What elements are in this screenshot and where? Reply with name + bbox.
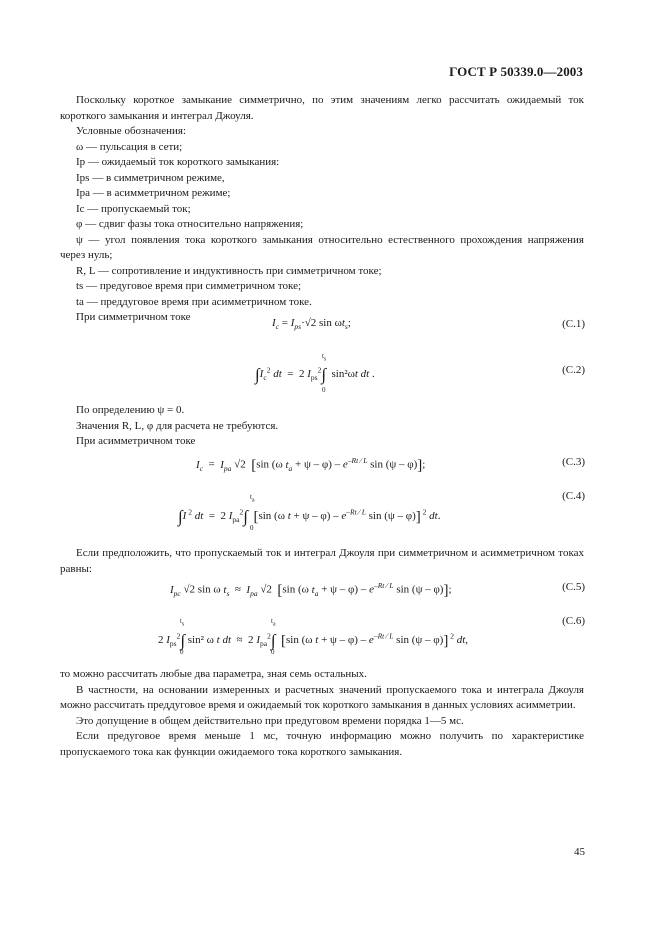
notation-item: Ic — пропускаемый ток; xyxy=(76,202,191,215)
mid-block xyxy=(60,403,584,450)
limit-upper: $t_s$ xyxy=(180,617,185,628)
limit-upper: $t_s$ xyxy=(322,352,327,363)
suppose-block xyxy=(60,546,584,577)
notation-item: Ipa — в асимметричном режиме; xyxy=(76,187,231,199)
closing-paragraph: Если предуговое время меньше 1 мс, точную информацию можно получить по характеристике пропускаемого тока как функции ожидаемого тока короткого замыкания. xyxy=(60,730,584,758)
formula-label-c4: (С.4) xyxy=(562,490,585,502)
notation-item: ψ — угол появления тока короткого замыкания относительно естественного прохождения напряжения через нуль; xyxy=(60,233,584,261)
limit-upper: $t_a$ xyxy=(250,493,255,504)
closing-paragraph: Это допущение в общем действительно при предуговом времени порядка 1—5 мс. xyxy=(76,714,464,727)
sym-heading: При симметричном токе xyxy=(76,311,191,323)
notation-item: R, L — сопротивление и индуктивность при симметричном токе; xyxy=(76,264,382,277)
notation-item: φ — сдвиг фазы тока относительно напряжения; xyxy=(76,218,304,230)
formula-label-c3: (С.3) xyxy=(562,456,585,468)
limit-lower: 0 xyxy=(322,386,326,394)
values-not-required: Значения R, L, φ для расчета не требуются. xyxy=(76,419,279,432)
intro-paragraph: Поскольку короткое замыкание симметрично, по этим значениям легко рассчитать ожидаемый ток короткого замыкания и интеграл Джоуля. xyxy=(60,94,584,122)
formula-label-c2: (С.2) xyxy=(562,364,585,376)
limit-upper: $t_a$ xyxy=(271,617,276,628)
formula-label-c6: (С.6) xyxy=(562,615,585,627)
formula-c5: $I_{pc}$ √2 sin ω $t_s \approx I_{pa}$ √2 [sin (ω $t_a + \psi - \varphi) - e^{-Rt ⁄ L}$ sin (ψ – φ)]; xyxy=(170,581,452,599)
by-definition: По определению ψ = 0. xyxy=(76,404,185,416)
formula-label-c5: (С.5) xyxy=(562,581,585,593)
limit-lower: 0 xyxy=(271,648,275,656)
notation-item: Ips — в симметричном режиме, xyxy=(76,171,225,184)
closing-block xyxy=(60,667,584,760)
suppose-paragraph: Если предположить, что пропускаемый ток и интеграл Джоуля при симметричном и асимметричном токах равны: xyxy=(60,547,584,575)
notation-item: ω — пульсация в сети; xyxy=(76,140,183,153)
intro-block xyxy=(60,93,584,326)
limit-lower: 0 xyxy=(180,648,184,656)
legend-title: Условные обозначения: xyxy=(76,125,187,137)
formula-c4: ∫I $^2$ dt = 2 $I_{pa}^2\int$ [sin (ω $t + \psi - \varphi) - e^{-Rt ⁄ L}$ sin (ψ – φ)] $^2$ dt. xyxy=(178,507,441,526)
page-number: 45 xyxy=(574,846,585,858)
limit-lower: 0 xyxy=(250,524,254,532)
formula-c2: $\int I_c^2$ dt = 2 $I_{ps}^2\int$ sin²ωt dt . xyxy=(255,365,375,384)
document-header: ГОСТ Р 50339.0—2003 xyxy=(449,64,583,79)
asym-heading: При асимметричном токе xyxy=(76,435,196,447)
notation-item: Ip — ожидаемый ток короткого замыкания: xyxy=(76,156,280,168)
notation-item: ta — преддуговое время при асимметричном токе. xyxy=(76,295,312,308)
closing-paragraph: то можно рассчитать любые два параметра, зная семь остальных. xyxy=(60,668,367,680)
notation-item: ts — предуговое время при симметричном токе; xyxy=(76,280,302,292)
formula-c1: $I_c = I_{ps}\cdot√2$ $\sin \omega t_s$; xyxy=(272,317,351,332)
formula-label-c1: (С.1) xyxy=(562,318,585,330)
formula-c3: $I_c = I_{pa}$ √2 [sin (ω $t_a + \psi - \varphi) - e^{-Rt ⁄ L}$ sin (ψ – φ)]; xyxy=(196,456,426,474)
formula-c6: 2 $I_{ps}^2\int$ sin² ω t dt ≈ 2 $I_{pa}^2\int$ [sin (ω $t + \psi - \varphi) - e^{-Rt ⁄ L}$ sin (ψ – φ)] $^2$ dt, xyxy=(158,631,469,650)
closing-paragraph: В частности, на основании измеренных и расчетных значений пропускаемого тока и интеграла Джоуля можно рассчитать преддуговое время и ожидаемый ток короткого замыкания в данных условиях асимметрии. xyxy=(60,683,584,711)
